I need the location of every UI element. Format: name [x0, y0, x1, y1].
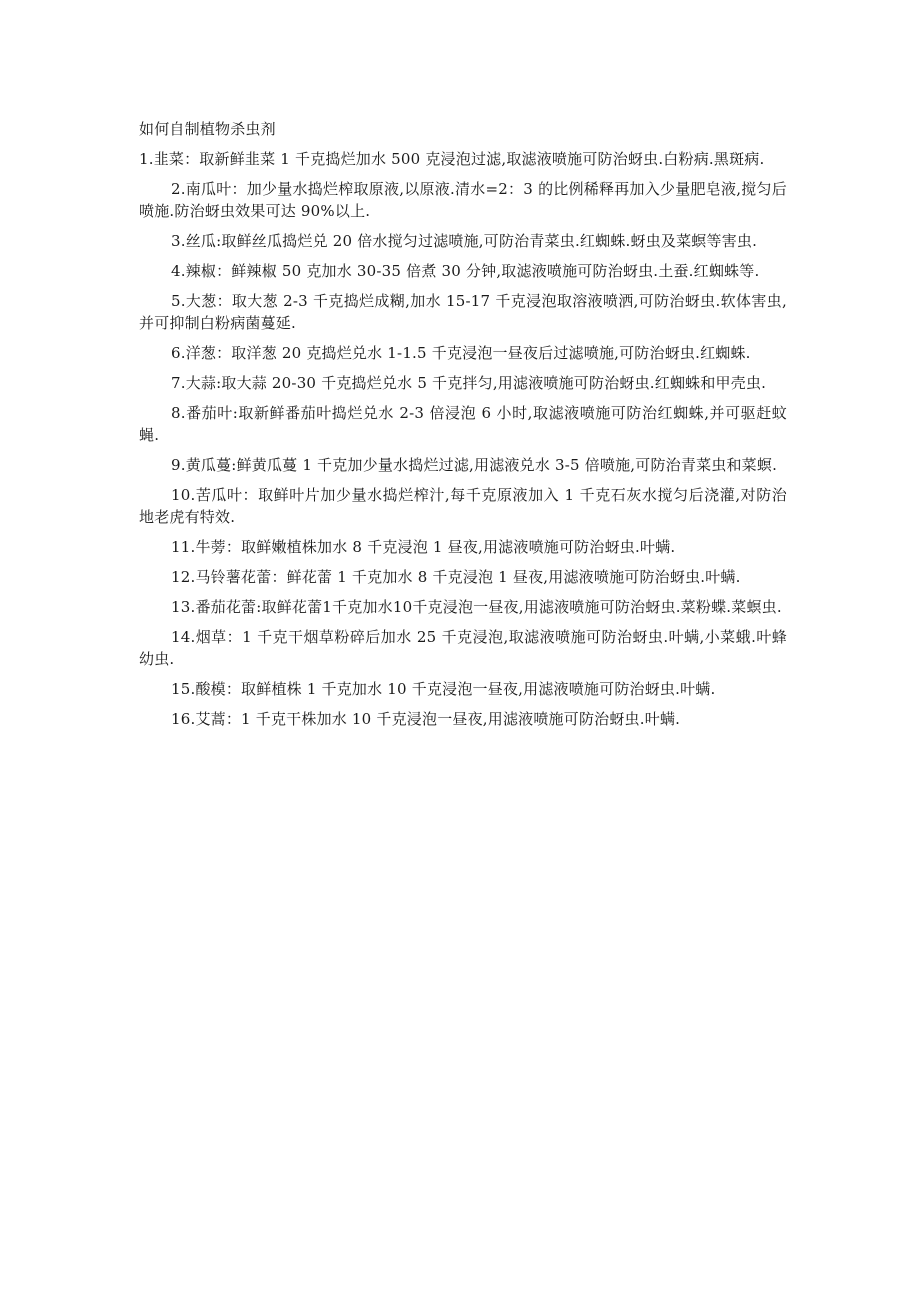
list-item-2: 2.南瓜叶：加少量水捣烂榨取原液,以原液.清水=2：3 的比例稀释再加入少量肥皂液,搅匀后喷施.防治蚜虫效果可达 90%以上. — [139, 180, 787, 220]
list-item-6: 6.洋葱：取洋葱 20 克捣烂兑水 1-1.5 千克浸泡一昼夜后过滤喷施,可防治蚜虫.红蜘蛛. — [171, 344, 751, 362]
list-item-10: 10.苦瓜叶：取鲜叶片加少量水捣烂榨汁,每千克原液加入 1 千克石灰水搅匀后浇灌,对防治地老虎有特效. — [139, 486, 787, 526]
list-item-4: 4.辣椒：鲜辣椒 50 克加水 30-35 倍煮 30 分钟,取滤液喷施可防治蚜虫.土蚕.红蜘蛛等. — [171, 262, 760, 280]
document-body — [139, 118, 787, 738]
list-item-1: 1.韭菜：取新鲜韭菜 1 千克捣烂加水 500 克浸泡过滤,取滤液喷施可防治蚜虫.白粉病.黑斑病. — [139, 150, 765, 168]
list-item-13: 13.番茄花蕾:取鲜花蕾1千克加水10千克浸泡一昼夜,用滤液喷施可防治蚜虫.菜粉蝶.菜螟虫. — [171, 598, 782, 616]
list-item-15: 15.酸模：取鲜植株 1 千克加水 10 千克浸泡一昼夜,用滤液喷施可防治蚜虫.叶螨. — [171, 680, 716, 698]
list-item-7: 7.大蒜:取大蒜 20-30 千克捣烂兑水 5 千克拌匀,用滤液喷施可防治蚜虫.红蜘蛛和甲壳虫. — [171, 374, 767, 392]
list-item-16: 16.艾蒿：1 千克干株加水 10 千克浸泡一昼夜,用滤液喷施可防治蚜虫.叶螨. — [171, 710, 681, 728]
list-item-11: 11.牛蒡：取鲜嫩植株加水 8 千克浸泡 1 昼夜,用滤液喷施可防治蚜虫.叶螨. — [171, 538, 676, 556]
list-item-14: 14.烟草：1 千克干烟草粉碎后加水 25 千克浸泡,取滤液喷施可防治蚜虫.叶螨,小菜蛾.叶蜂幼虫. — [139, 628, 787, 668]
list-item-9: 9.黄瓜蔓:鲜黄瓜蔓 1 千克加少量水捣烂过滤,用滤液兑水 3-5 倍喷施,可防治青菜虫和菜螟. — [171, 456, 778, 474]
list-item-12: 12.马铃薯花蕾：鲜花蕾 1 千克加水 8 千克浸泡 1 昼夜,用滤液喷施可防治蚜虫.叶螨. — [171, 568, 741, 586]
document-title: 如何自制植物杀虫剂 — [139, 120, 276, 138]
list-item-5: 5.大葱：取大葱 2-3 千克捣烂成糊,加水 15-17 千克浸泡取溶液喷洒,可防治蚜虫.软体害虫,并可抑制白粉病菌蔓延. — [139, 292, 787, 332]
list-item-8: 8.番茄叶:取新鲜番茄叶捣烂兑水 2-3 倍浸泡 6 小时,取滤液喷施可防治红蜘蛛,并可驱赶蚊蝇. — [139, 404, 787, 444]
list-item-3: 3.丝瓜:取鲜丝瓜捣烂兑 20 倍水搅匀过滤喷施,可防治青菜虫.红蜘蛛.蚜虫及菜螟等害虫. — [171, 232, 758, 250]
